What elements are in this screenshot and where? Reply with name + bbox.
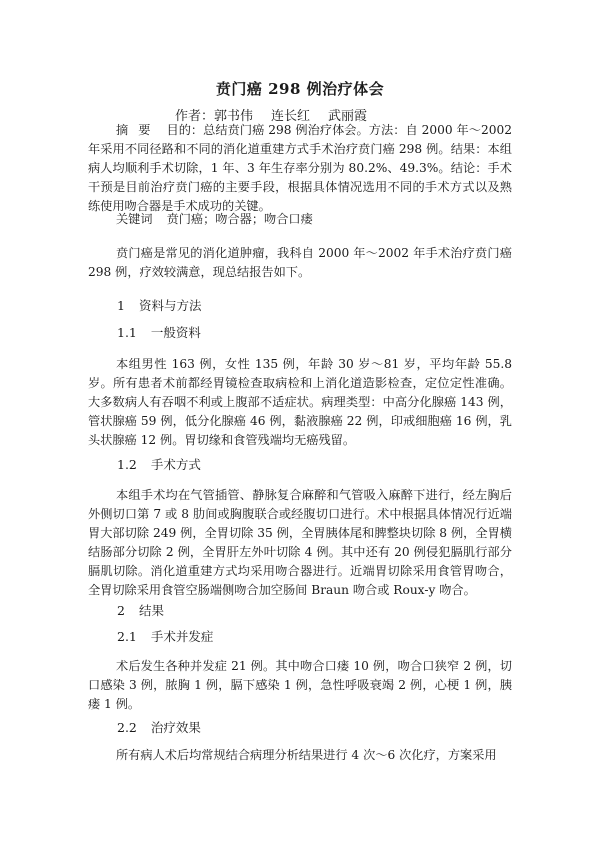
keywords-label: 关键词	[116, 212, 153, 226]
body-paragraph: 术后发生各种并发症 21 例。其中吻合口瘘 10 例，吻合口狭窄 2 例，切口感染 3 例，脓胸 1 例，膈下感染 1 例，急性呼吸衰竭 2 例，心梗 1 例，胰瘘 1 例。	[88, 659, 512, 711]
body-paragraph: 本组手术均在气管插管、静脉复合麻醉和气管吸入麻醉下进行，经左胸后外侧切口第 7 或 8 肋间或胸腹联合或经腹切口进行。术中根据具体情况行近端胃大部切除 249 例，全胃切除 35 例，全胃胰体尾和脾整块切除 8 例，全胃横结肠部分切除 2 例，全胃肝左外叶切除 4 例。其中还有 20 例侵犯膈肌行部分膈肌切除。消化道重建方式均采用吻合器进行。近端胃切除采用食管胃吻合，全胃切除采用食管空肠端侧吻合加空肠间 Braun 吻合或 Roux-y 吻合。	[88, 488, 512, 597]
paper-title: 贲门癌 298 例治疗体会	[215, 80, 385, 98]
section-title: 手术并发症	[150, 629, 214, 644]
section-number: 1.1	[117, 325, 137, 340]
subsection-heading	[117, 455, 201, 473]
section-number: 1	[117, 298, 125, 313]
section-heading	[117, 601, 164, 619]
section-heading	[117, 296, 201, 314]
section-title: 资料与方法	[138, 298, 202, 313]
section-number: 2.2	[117, 720, 137, 735]
section-title: 一般资料	[150, 325, 201, 340]
abstract-text: 目的：总结贲门癌 298 例治疗体会。方法：自 2000 年～2002 年采用不同径路和不同的消化道重建方式手术治疗贲门癌 298 例。结果：本组病人均顺利手术切除，1 年、3 年生存率分别为 80.2%、49.3%。结论：手术干预是目前治疗贲门癌的主要手段，根据具体情况选用不同的手术方式以及熟练使用吻合器是手术成功的关键。	[88, 123, 513, 213]
author-name: 郭书伟	[214, 109, 254, 124]
author-name: 武丽霞	[328, 109, 368, 124]
author-name: 连长红	[271, 109, 311, 124]
section-number: 2.1	[117, 629, 137, 644]
subsection-heading	[117, 627, 213, 645]
body-paragraph: 所有病人术后均常规结合病理分析结果进行 4 次～6 次化疗，方案采用	[116, 748, 497, 762]
body-paragraph: 本组男性 163 例，女性 135 例，年龄 30 岁～81 岁，平均年龄 55.8 岁。所有患者术前都经胃镜检查取病检和上消化道造影检查，定位定性准确。大多数病人有吞咽不利或上腹部不适症状。病理类型：中高分化腺癌 143 例，管状腺癌 59 例，低分化腺癌 46 例，黏液腺癌 22 例，印戒细胞癌 16 例，乳头状腺癌 12 例。胃切缘和食管残端均无癌残留。	[88, 357, 512, 447]
keywords-text: 贲门癌；吻合器；吻合口瘘	[166, 212, 313, 226]
subsection-heading	[117, 718, 201, 736]
section-title: 结果	[138, 603, 164, 618]
section-number: 1.2	[117, 457, 137, 472]
keywords-line	[88, 210, 512, 229]
author-label: 作者：	[175, 109, 215, 124]
abstract-paragraph	[88, 121, 512, 216]
subsection-heading	[117, 323, 201, 341]
intro-paragraph: 贲门癌是常见的消化道肿瘤，我科自 2000 年～2002 年手术治疗贲门癌 298 例，疗效较满意，现总结报告如下。	[88, 246, 512, 279]
abstract-label: 摘要	[116, 123, 161, 137]
section-title: 手术方式	[150, 457, 201, 472]
section-title: 治疗效果	[150, 720, 201, 735]
section-number: 2	[117, 603, 125, 618]
